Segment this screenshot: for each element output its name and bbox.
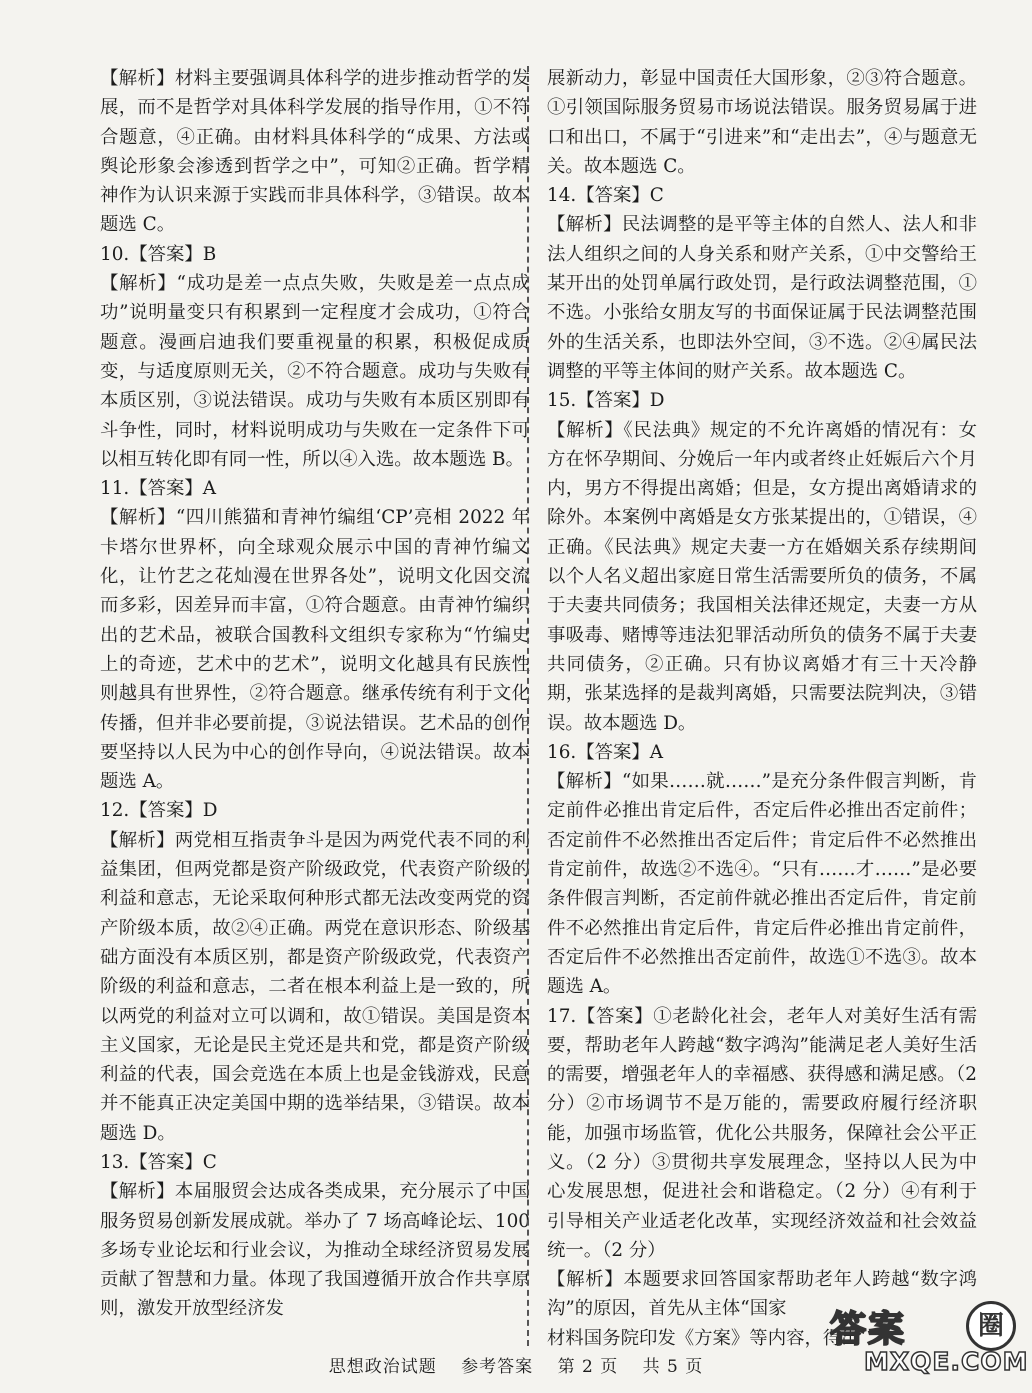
analysis-16: 【解析】“如果……就……”是充分条件假言判断，肯定前件必推出肯定后件，否定后件必推出否定前件；否定前件不必然推出否定后件；肯定后件不必然推出肯定前件，故选②不选④。“只有……才……”是必要条件假言判断，否定前件就必推出否定后件，肯定前件不必然推出肯定后件，肯定后件必推出肯定前件，否定后件不必然推出否定前件，故选①不选③。故本题选 A。: [547, 771, 977, 998]
analysis-12: 【解析】两党相互指责争斗是因为两党代表不同的利益集团，但两党都是资产阶级政党，代表资产阶级的利益和意志，无论采取何种形式都无法改变两党的资产阶级本质，故②④正确。两党在意识形态、阶级基础方面没有本质区别，都是资产阶级政党，代表资产阶级的利益和意志，二者在根本利益上是一致的，所以两党的利益对立可以调和，故①错误。美国是资本主义国家，无论是民主党还是共和党，都是资产阶级利益的代表，国会竞选在本质上也是金钱游戏，民意并不能真正决定美国中期的选举结果，③错误。故本题选 D。: [100, 829, 530, 1144]
answer-11: 11.【答案】A: [100, 478, 217, 500]
right-column: [547, 64, 977, 1353]
footer-page: 第 2 页: [557, 1357, 619, 1377]
analysis-13-cont: 展新动力，彰显中国责任大国形象，②③符合题意。①引领国际服务贸易市场说法错误。服务贸易属于进口和出口，不属于“引进来”和“走出去”，④与题意无关。故本题选 C。: [547, 68, 977, 177]
site-watermark: [824, 1301, 1029, 1379]
analysis-17-tail: 材料国务院印发《方案》等内容，得出: [547, 1327, 860, 1349]
answer-14: 14.【答案】C: [547, 185, 664, 207]
analysis-17: 【解析】本题要求回答国家帮助老年人跨越“数字鸿沟”的原因，首先从主体“国家: [547, 1269, 977, 1320]
answer-16: 16.【答案】A: [547, 741, 664, 763]
analysis-10: 【解析】“成功是差一点点失败，失败是差一点点成功”说明量变只有积累到一定程度才会成功，①符合题意。漫画启迪我们要重视量的积累，积极促成质变，与适度原则无关，②不符合题意。成功与失败有本质区别，③说法错误。成功与失败有本质区别即有斗争性，同时，材料说明成功与失败在一定条件下可以相互转化即有同一性，所以④入选。故本题选 B。: [100, 273, 530, 470]
answer-13: 13.【答案】C: [100, 1151, 217, 1173]
left-column: [100, 64, 530, 1324]
footer-subject: 思想政治试题: [328, 1357, 437, 1377]
answer-10: 10.【答案】B: [100, 243, 217, 265]
watermark-title: 答案: [830, 1309, 907, 1350]
column-divider: [527, 66, 529, 1346]
footer-kind: 参考答案: [461, 1357, 534, 1377]
watermark-circle-icon: 圈: [966, 1301, 1016, 1351]
footer-total: 共 5 页: [642, 1357, 704, 1377]
analysis-13: 【解析】本届服贸会达成各类成果，充分展示了中国服务贸易创新发展成就。举办了 7 场高峰论坛、100 多场专业论坛和行业会议，为推动全球经济贸易发展贡献了智慧和力量。体现了我国遵循开放合作共享原则，激发开放型经济发: [100, 1181, 530, 1320]
analysis-14: 【解析】民法调整的是平等主体的自然人、法人和非法人组织之间的人身关系和财产关系，①中交警给王某开出的处罚单属行政处罚，是行政法调整范围，①不选。小张给女朋友写的书面保证属于民法调整范围外的生活关系，也即法外空间，③不选。②④属民法调整的平等主体间的财产关系。故本题选 C。: [547, 214, 977, 382]
answer-12: 12.【答案】D: [100, 800, 218, 822]
answer-15: 15.【答案】D: [547, 390, 665, 412]
watermark-url: MXQE.COM: [864, 1347, 1029, 1376]
analysis-11: 【解析】“四川熊猫和青神竹编组‘CP’亮相 2022 年卡塔尔世界杯，向全球观众展示中国的青神竹编文化，让竹艺之花灿漫在世界各处”，说明文化因交流而多彩，因差异而丰富，①符合题意。由青神竹编织出的艺术品，被联合国教科文组织专家称为“竹编史上的奇迹，艺术中的艺术”，说明文化越具有民族性则越具有世界性，②符合题意。继承传统有利于文化传播，但并非必要前提，③说法错误。艺术品的创作要坚持以人民为中心的创作导向，④说法错误。故本题选 A。: [100, 507, 530, 793]
analysis-9: 【解析】材料主要强调具体科学的进步推动哲学的发展，而不是哲学对具体科学发展的指导作用，①不符合题意，④正确。由材料具体科学的“成果、方法或舆论形象会渗透到哲学之中”，可知②正确。哲学精神作为认识来源于实践而非具体科学，③错误。故本题选 C。: [100, 68, 530, 236]
analysis-15: 【解析】《民法典》规定的不允许离婚的情况有：女方在怀孕期间、分娩后一年内或者终止妊娠后六个月内，男方不得提出离婚；但是，女方提出离婚请求的除外。本案例中离婚是女方张某提出的，①错误，④正确。《民法典》规定夫妻一方在婚姻关系存续期间以个人名义超出家庭日常生活需要所负的债务，不属于夫妻共同债务；我国相关法律还规定，夫妻一方从事吸毒、赌博等违法犯罪活动所负的债务不属于夫妻共同债务，②正确。只有协议离婚才有三十天冷静期，张某选择的是裁判离婚，只需要法院判决，③错误。故本题选 D。: [547, 419, 977, 734]
answer-17: 17.【答案】①老龄化社会，老年人对美好生活有需要，帮助老年人跨越“数字鸿沟”能满足老人美好生活的需要，增强老年人的幸福感、获得感和满足感。（2 分）②市场调节不是万能的，需要政府履行经济职能，加强市场监管，优化公共服务，保障社会公平正义。（2 分）③贯彻共享发展理念，坚持以人民为中心发展思想，促进社会和谐稳定。（2 分）④有利于引导相关产业适老化改革，实现经济效益和社会效益统一。（2 分）: [547, 1005, 977, 1261]
